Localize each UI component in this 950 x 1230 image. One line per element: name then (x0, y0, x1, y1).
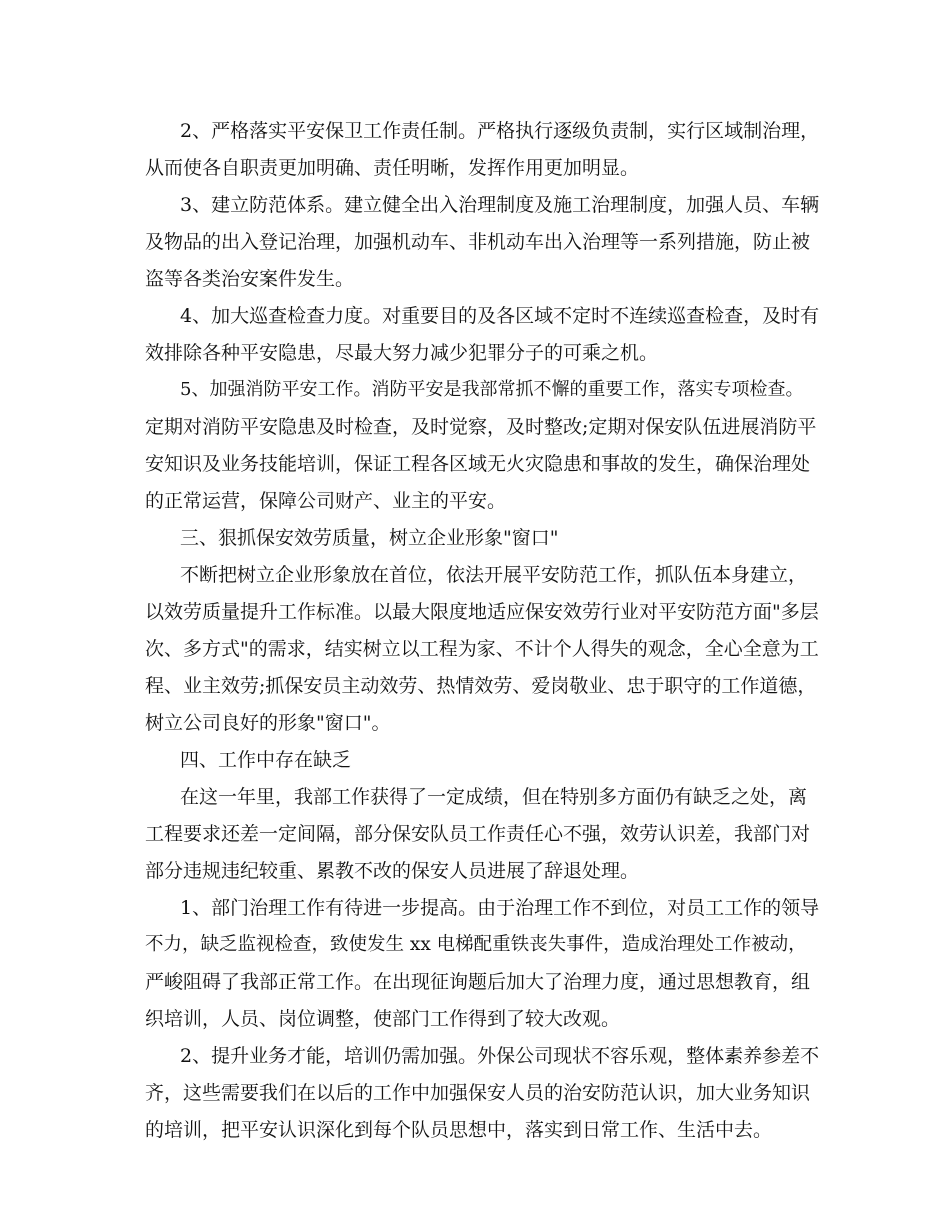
body-text-line: 3、建立防范体系。建立健全出入治理制度及施工治理制度，加强人员、车辆 (180, 194, 820, 216)
body-text-line: 次、多方式"的需求，结实树立以工程为家、不计个人得失的观念，全心全意为工 (145, 638, 819, 660)
body-text-line: 树立公司良好的形象"窗口"。 (145, 712, 391, 734)
body-text-line: 工程要求还差一定间隔，部分保安队员工作责任心不强，效劳认识差，我部门对 (145, 823, 811, 845)
body-text-line: 及物品的出入登记治理，加强机动车、非机动车出入治理等一系列措施，防止被 (145, 231, 811, 253)
body-text-line: 不力，缺乏监视检查，致使发生 xx 电梯配重铁丧失事件，造成治理处工作被动， (145, 934, 807, 955)
body-text-line: 安知识及业务技能培训，保证工程各区域无火灾隐患和事故的发生，确保治理处 (145, 453, 811, 475)
body-text-line: 的正常运营，保障公司财产、业主的平安。 (145, 490, 507, 512)
body-text-line: 2、严格落实平安保卫工作责任制。严格执行逐级负责制，实行区域制治理， (180, 120, 820, 142)
body-text-line: 的培训，把平安认识深化到每个队员思想中，落实到日常工作、生活中去。 (145, 1119, 773, 1141)
body-text-line: 从而使各自职责更加明确、责任明晰，发挥作用更加明显。 (145, 157, 640, 179)
body-text-line: 织培训，人员、岗位调整，使部门工作得到了较大改观。 (145, 1008, 621, 1030)
body-text-line: 效排除各种平安隐患，尽最大努力减少犯罪分子的可乘之机。 (145, 342, 659, 364)
section-heading: 三、狠抓保安效劳质量，树立企业形象"窗口" (180, 527, 559, 549)
body-text-line: 5、加强消防平安工作。消防平安是我部常抓不懈的重要工作，落实专项检查。 (180, 379, 804, 400)
body-text-line: 盗等各类治安案件发生。 (145, 268, 355, 290)
body-text-line: 齐，这些需要我们在以后的工作中加强保安人员的治安防范认识，加大业务知识 (145, 1082, 811, 1104)
body-text-line: 部分违规违纪较重、累教不改的保安人员进展了辞退处理。 (145, 860, 640, 882)
body-text-line: 4、加大巡查检查力度。对重要目的及各区域不定时不连续巡查检查，及时有 (180, 305, 820, 327)
body-text-line: 在这一年里，我部工作获得了一定成绩，但在特别多方面仍有缺乏之处，离 (180, 786, 808, 808)
body-text-line: 1、部门治理工作有待进一步提高。由于治理工作不到位，对员工工作的领导 (180, 897, 820, 919)
body-text-line: 定期对消防平安隐患及时检查，及时觉察，及时整改;定期对保安队伍进展消防平 (145, 416, 817, 438)
body-text-line: 不断把树立企业形象放在首位，依法开展平安防范工作，抓队伍本身建立， (180, 564, 808, 586)
body-text-line: 程、业主效劳;抓保安员主动效劳、热情效劳、爱岗敬业、忠于职守的工作道德， (145, 675, 817, 697)
body-text-line: 以效劳质量提升工作标准。以最大限度地适应保安效劳行业对平安防范方面"多层 (145, 601, 819, 623)
body-text-line: 2、提升业务才能，培训仍需加强。外保公司现状不容乐观，整体素养参差不 (180, 1045, 820, 1067)
section-heading: 四、工作中存在缺乏 (180, 749, 352, 771)
body-text-line: 严峻阻碍了我部正常工作。在出现征询题后加大了治理力度，通过思想教育，组 (145, 971, 811, 993)
